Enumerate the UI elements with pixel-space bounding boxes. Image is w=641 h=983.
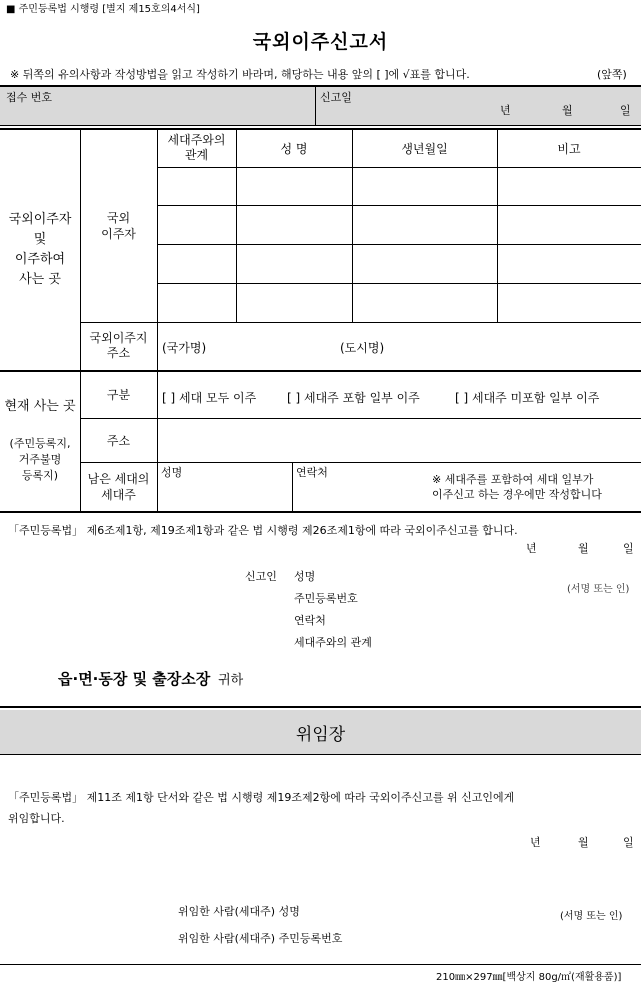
emigrant-section-label: 국외이주자 및 이주하여 사는 곳 bbox=[8, 211, 72, 287]
recipient-agency: 읍·면·동장 및 출장소장 bbox=[58, 670, 211, 688]
reporter-id-label: 주민등록번호 bbox=[294, 592, 358, 605]
instruction-text: ※ 뒤쪽의 유의사항과 작성방법을 읽고 작성하기 바라며, 해당하는 내용 앞의 [ ]에 √표를 합니다. bbox=[10, 68, 470, 81]
col-birthdate-header: 생년월일 bbox=[401, 141, 448, 156]
option-partial-with-head[interactable]: [ ] 세대주 포함 일부 이주 bbox=[287, 391, 420, 405]
receipt-month: 월 bbox=[562, 104, 573, 117]
col-remarks-header: 비고 bbox=[557, 141, 581, 156]
paper-spec-footer: 210㎜×297㎜[백상지 80g/㎡(재활용품)] bbox=[436, 972, 622, 983]
delegation-day: 일 bbox=[623, 836, 634, 849]
emigrant-remarks-field[interactable] bbox=[498, 168, 641, 205]
remaining-head-name-label: 성명 bbox=[161, 466, 183, 479]
declaration-day: 일 bbox=[623, 542, 634, 555]
emigrant-name-field[interactable] bbox=[237, 168, 352, 205]
form-number-note: ■ 주민등록법 시행령 [별지 제15호의4서식] bbox=[6, 4, 200, 15]
receipt-number-label: 접수 번호 bbox=[6, 91, 53, 104]
receipt-year: 년 bbox=[500, 104, 511, 117]
reporter-label: 신고인 bbox=[245, 570, 277, 583]
option-partial-without-head[interactable]: [ ] 세대주 미포함 일부 이주 bbox=[455, 391, 600, 405]
page-side-label: (앞쪽) bbox=[597, 68, 627, 81]
remaining-head-contact-label: 연락처 bbox=[296, 466, 328, 479]
delegator-name-label: 위임한 사람(세대주) 성명 bbox=[178, 905, 300, 918]
delegation-month: 월 bbox=[578, 836, 589, 849]
delegation-text-line2: 위임합니다. bbox=[8, 812, 65, 825]
country-name-label: (국가명) bbox=[162, 341, 207, 355]
receipt-day: 일 bbox=[620, 104, 631, 117]
emigrant-relation-field[interactable] bbox=[158, 168, 236, 205]
delegation-year: 년 bbox=[530, 836, 541, 849]
remaining-household-head-label: 남은 세대의 세대주 bbox=[87, 471, 150, 502]
reporter-signature-label: (서명 또는 인) bbox=[567, 584, 630, 595]
current-residence-label: 현재 사는 곳 bbox=[4, 399, 76, 414]
current-residence-sub-label: (주민등록지, 거주불명 등록지) bbox=[9, 437, 71, 482]
category-label: 구분 bbox=[106, 388, 131, 402]
report-date-label: 신고일 bbox=[320, 91, 352, 104]
remaining-head-note: ※ 세대주를 포함하여 세대 일부가 이주신고 하는 경우에만 작성합니다 bbox=[432, 473, 602, 501]
delegator-id-label: 위임한 사람(세대주) 주민등록번호 bbox=[178, 932, 343, 945]
delegation-text-line1: 「주민등록법」 제11조 제1항 단서와 같은 법 시행령 제19조제2항에 따라 국외이주신고를 위 신고인에게 bbox=[8, 791, 515, 804]
current-address-field[interactable] bbox=[158, 419, 641, 462]
recipient-honorific: 귀하 bbox=[218, 673, 244, 688]
emigrant-sub-label: 국외 이주자 bbox=[101, 210, 136, 241]
emigrant-birthdate-field[interactable] bbox=[353, 168, 497, 205]
overseas-address-label: 국외이주지 주소 bbox=[89, 331, 148, 360]
reporter-contact-label: 연락처 bbox=[294, 614, 326, 627]
declaration-month: 월 bbox=[578, 542, 589, 555]
option-whole-household[interactable]: [ ] 세대 모두 이주 bbox=[162, 391, 257, 405]
recipient-line bbox=[58, 668, 243, 689]
col-name-header: 성 명 bbox=[280, 141, 308, 156]
declaration-text: 「주민등록법」 제6조제1항, 제19조제1항과 같은 법 시행령 제26조제1항에 따라 국외이주신고를 합니다. bbox=[8, 524, 518, 537]
address-label: 주소 bbox=[106, 433, 131, 448]
city-name-label: (도시명) bbox=[340, 341, 385, 355]
declaration-year: 년 bbox=[526, 542, 537, 555]
delegation-title: 위임장 bbox=[0, 710, 641, 754]
col-relation-header: 세대주와의 관계 bbox=[167, 133, 226, 162]
page-title: 국외이주신고서 bbox=[252, 30, 389, 53]
delegator-signature-label: (서명 또는 인) bbox=[560, 911, 623, 922]
reporter-name-label: 성명 bbox=[294, 570, 316, 583]
reporter-relation-label: 세대주와의 관계 bbox=[294, 636, 372, 649]
